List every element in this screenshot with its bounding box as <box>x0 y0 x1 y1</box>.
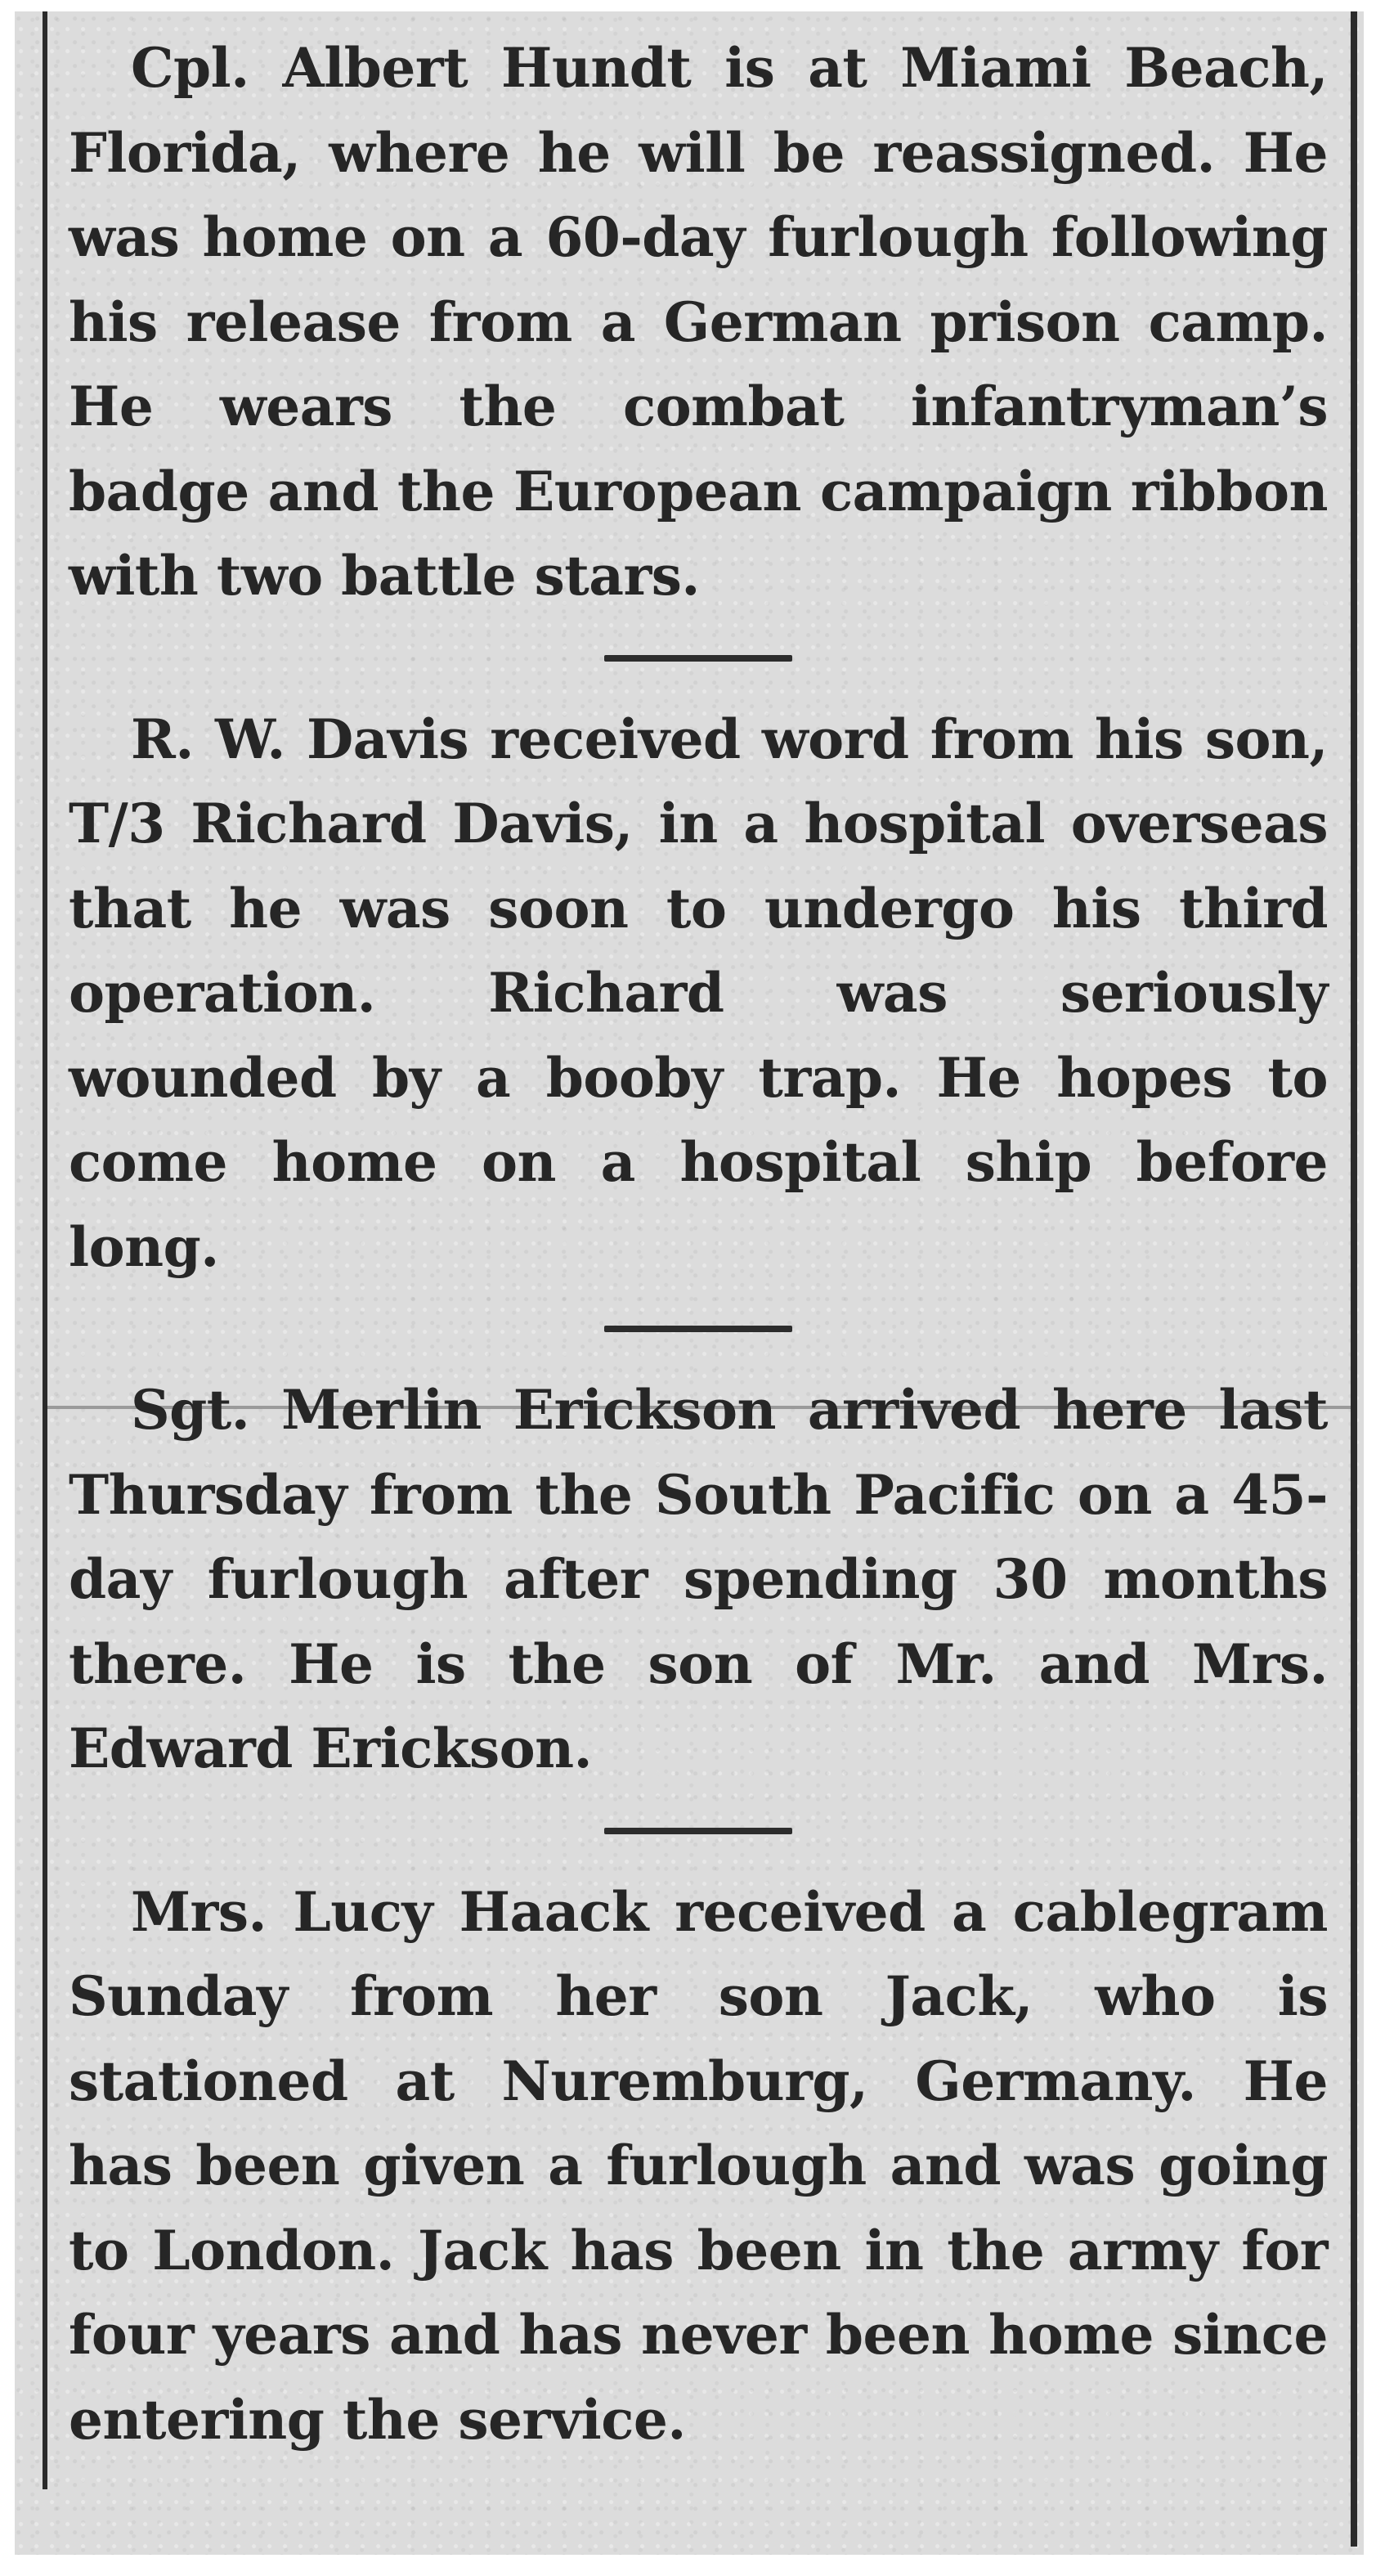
news-item-davis: R. W. Davis received word from his son, T/3 Richard Davis, in a hospital overseas that he was soon to undergo his third operation. Richard was seriously wounded by a booby trap. He hopes to come home on a hospital ship before long. <box>69 707 1328 1279</box>
column-rule-right <box>1351 11 1357 2547</box>
item-separator <box>69 619 1328 698</box>
separator-rule <box>604 655 792 662</box>
column-rule-left <box>43 11 47 2489</box>
news-item-haack: Mrs. Lucy Haack received a cablegram Sunday from her son Jack, who is stationed at Nuremburg, Germany. He has been given a furlough and was going to London. Jack has been in the army for four years and has never been home since entering the service. <box>69 1879 1328 2452</box>
newspaper-clipping <box>15 11 1364 2555</box>
separator-rule <box>604 1828 792 1834</box>
news-item-erickson: Sgt. Merlin Erickson arrived here last Thursday from the South Pacific on a 45-day furlough after spending 30 months there. He is the son of Mr. and Mrs. Edward Erickson. <box>69 1378 1328 1780</box>
news-item-hundt: Cpl. Albert Hundt is at Miami Beach, Florida, where he will be reassigned. He was home on a 60-day furlough following his release from a German prison camp. He wears the combat infantryman’s badge and the European campaign ribbon with two battle stars. <box>69 36 1328 608</box>
item-separator <box>69 1290 1328 1368</box>
item-separator <box>69 1792 1328 1870</box>
news-column <box>69 26 1328 2462</box>
separator-rule <box>604 1326 792 1332</box>
